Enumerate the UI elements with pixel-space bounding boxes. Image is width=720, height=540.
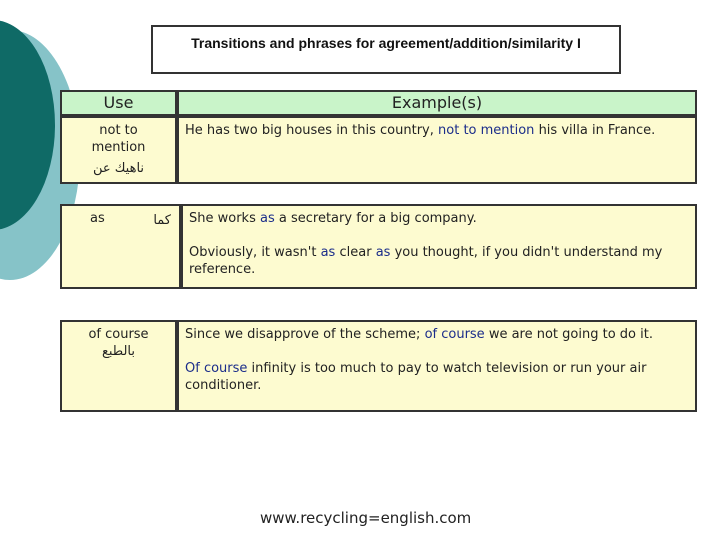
slide-title-text: Transitions and phrases for agreement/addition/similarity I bbox=[191, 35, 581, 51]
row1-example-cell bbox=[177, 116, 697, 184]
row2-use-en: as bbox=[90, 211, 105, 226]
header-examples bbox=[177, 90, 697, 116]
row1-example-1 bbox=[185, 122, 689, 139]
row1-ex1-text-end: his villa in France. bbox=[534, 123, 656, 138]
row2-use-ar: كما bbox=[153, 213, 171, 228]
row1-ex1-text: He has two big houses in this country, bbox=[185, 123, 439, 138]
row1-use-cell bbox=[60, 116, 177, 184]
row3-use-ar: بالطبع bbox=[101, 344, 136, 359]
row2-ex1-highlight: as bbox=[260, 211, 275, 226]
footer-website: www.recycling=english.com bbox=[260, 509, 472, 527]
row3-ex1-text: Since we disapprove of the scheme; bbox=[185, 327, 425, 342]
row1-ex1-highlight: not to mention bbox=[438, 123, 535, 138]
header-examples-label: Example(s) bbox=[391, 93, 483, 112]
row2-ex2-highlight-2: as bbox=[375, 245, 391, 260]
row2-example-1 bbox=[189, 210, 689, 227]
row2-ex2-text: Obviously, it wasn't bbox=[189, 245, 321, 260]
row1-use-en-line1: not to bbox=[99, 123, 138, 138]
row2-ex2-highlight-1: as bbox=[320, 245, 336, 260]
row2-example-2 bbox=[189, 244, 689, 278]
row2-ex1-text-end: a secretary for a big company. bbox=[274, 211, 477, 226]
row3-example-2 bbox=[185, 360, 689, 394]
row3-use-en: of course bbox=[88, 327, 149, 342]
row2-ex1-text: She works bbox=[189, 211, 260, 226]
row2-ex2-text-mid: clear bbox=[335, 245, 376, 260]
row3-example-cell bbox=[177, 320, 697, 412]
row2-example-cell bbox=[181, 204, 697, 289]
header-use bbox=[60, 90, 177, 116]
row3-ex1-text-end: we are not going to do it. bbox=[484, 327, 653, 342]
row2-use-cell bbox=[60, 204, 181, 289]
row1-use-ar: ناهيك عن bbox=[92, 161, 145, 176]
row3-example-1 bbox=[185, 326, 689, 343]
slide-title bbox=[151, 25, 621, 74]
row3-ex1-highlight: of course bbox=[424, 327, 485, 342]
header-use-label: Use bbox=[103, 93, 134, 112]
row3-ex2-highlight: Of course bbox=[185, 361, 248, 376]
row1-use-en-line2: mention bbox=[91, 140, 146, 155]
row3-ex2-text-end: infinity is too much to pay to watch television or run your air conditioner. bbox=[185, 361, 647, 393]
row2-ex2-text-end: you thought, if you didn't understand my reference. bbox=[189, 245, 663, 277]
row3-use-cell bbox=[60, 320, 177, 412]
